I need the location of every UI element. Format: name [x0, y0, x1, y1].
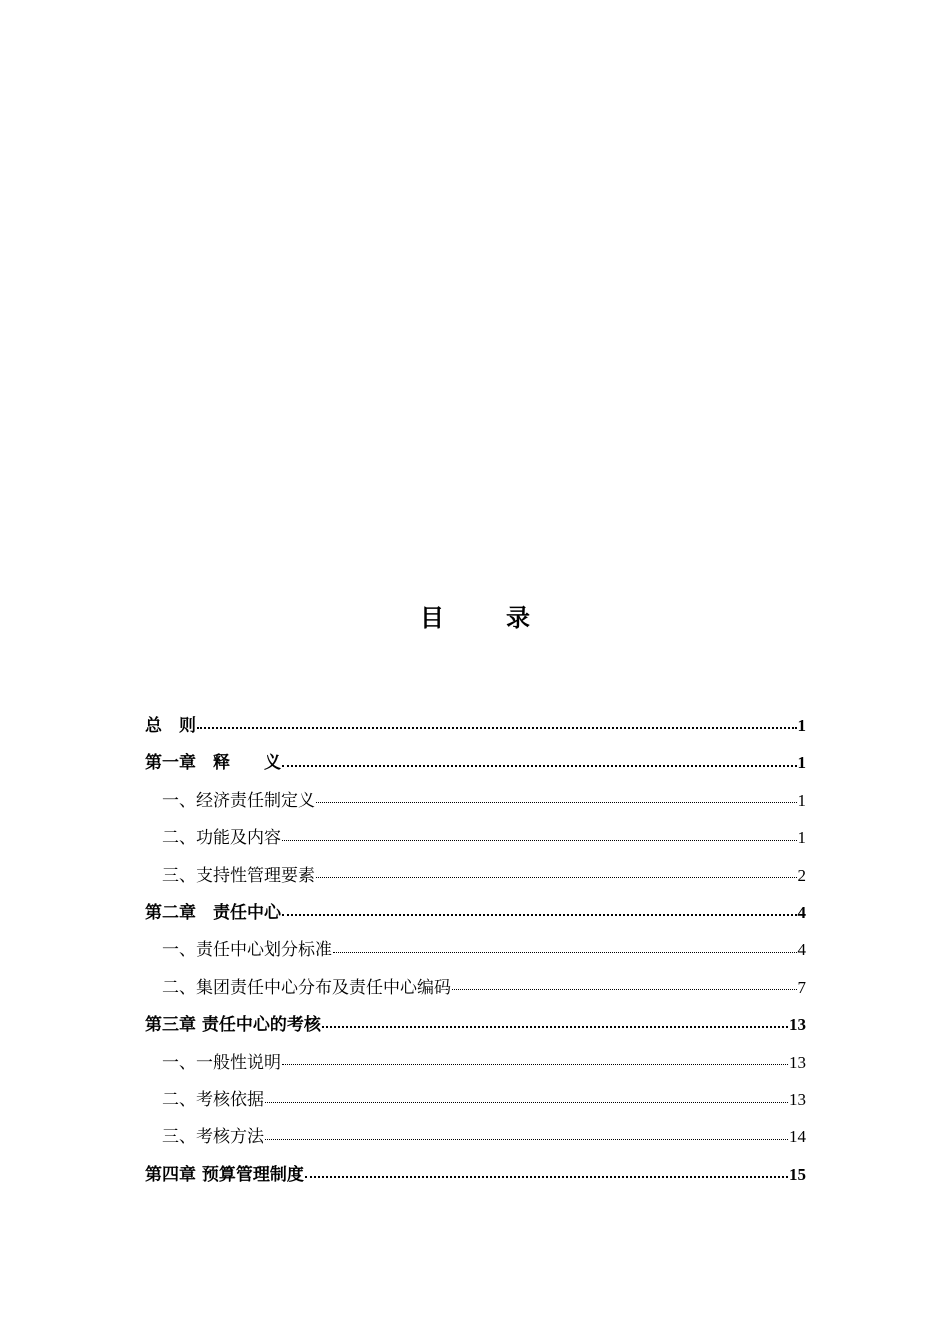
toc-entry-label: 二、集团责任中心分布及责任中心编码	[162, 977, 451, 998]
toc-entry-page: 13	[789, 1089, 806, 1109]
toc-leader-dots	[282, 839, 797, 841]
toc-entry-label: 二、功能及内容	[162, 828, 281, 849]
toc-entry-label: 总 则	[145, 716, 196, 736]
toc-leader-dots	[316, 876, 797, 878]
toc-subentry[interactable]	[145, 857, 806, 894]
toc-subentry[interactable]	[145, 782, 806, 819]
toc-entry-page: 15	[789, 1164, 806, 1184]
toc-entry-page: 1	[797, 828, 806, 848]
toc-leader-dots	[333, 951, 797, 953]
toc-entry-label: 第一章 释 义	[145, 753, 281, 774]
toc-leader-dots	[316, 801, 797, 803]
toc-entry[interactable]	[145, 707, 806, 744]
toc-entry-label: 三、支持性管理要素	[162, 865, 315, 886]
toc-entry-page: 7	[797, 977, 806, 997]
toc-entry[interactable]	[145, 744, 806, 781]
toc-leader-dots	[265, 1138, 788, 1140]
toc-title-right: 录	[506, 604, 530, 632]
toc-entry-label: 一、经济责任制定义	[162, 790, 315, 811]
toc-subentry[interactable]	[145, 931, 806, 968]
toc-entry-label: 三、考核方法	[162, 1127, 264, 1148]
toc-leader-dots	[322, 1025, 788, 1028]
toc-subentry[interactable]	[145, 1081, 806, 1118]
toc-entry-page: 13	[789, 1052, 806, 1072]
toc-entry-label: 一、责任中心划分标准	[162, 940, 332, 961]
toc-subentry[interactable]	[145, 1118, 806, 1155]
toc-subentry[interactable]	[145, 819, 806, 856]
toc-subentry[interactable]	[145, 969, 806, 1006]
toc-entry-page: 13	[789, 1015, 806, 1035]
toc-entry-label: 二、考核依据	[162, 1089, 264, 1110]
toc-entry-page: 2	[797, 865, 806, 885]
toc-subentry[interactable]	[145, 1044, 806, 1081]
toc-entry-page: 1	[797, 753, 806, 773]
toc-entry-page: 1	[797, 716, 806, 735]
toc-entry-page: 4	[797, 902, 806, 922]
toc-title	[0, 598, 950, 633]
toc-leader-dots	[282, 913, 797, 916]
toc-leader-dots	[282, 1063, 788, 1065]
toc-entry[interactable]	[145, 1006, 806, 1043]
toc-leader-dots	[452, 988, 797, 990]
toc-entry-page: 1	[797, 790, 806, 810]
toc-entry-page: 4	[797, 940, 806, 960]
toc-entry-label: 第三章 责任中心的考核	[145, 1015, 321, 1036]
toc-entry-label: 第二章 责任中心	[145, 902, 281, 923]
toc-leader-dots	[282, 764, 797, 767]
toc-entry[interactable]	[145, 894, 806, 931]
toc-entry-page: 14	[789, 1127, 806, 1147]
table-of-contents	[145, 707, 806, 1193]
toc-entry[interactable]	[145, 1156, 806, 1193]
toc-entry-label: 第四章 预算管理制度	[145, 1164, 304, 1185]
toc-title-left: 目	[420, 604, 444, 632]
toc-leader-dots	[265, 1101, 788, 1103]
toc-entry-label: 一、一般性说明	[162, 1052, 281, 1073]
toc-leader-dots	[305, 1175, 788, 1178]
toc-leader-dots	[197, 726, 797, 729]
